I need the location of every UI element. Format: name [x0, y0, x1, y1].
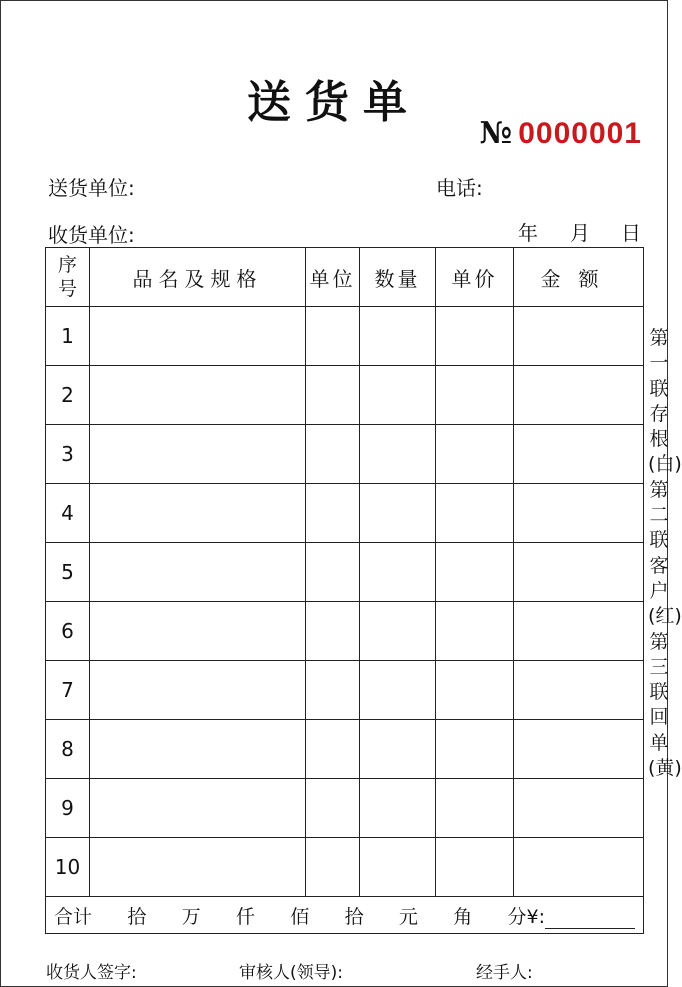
phone-label: 电话:	[436, 176, 483, 200]
total-amount-line[interactable]	[545, 908, 635, 929]
cell-unit[interactable]	[306, 779, 360, 838]
cell-qty[interactable]	[360, 425, 436, 484]
total-bai: 佰	[290, 905, 310, 928]
cell-price[interactable]	[436, 779, 514, 838]
table-row	[46, 366, 644, 425]
cell-unit[interactable]	[306, 602, 360, 661]
serial-prefix: №	[479, 116, 513, 151]
cell-name[interactable]	[90, 838, 306, 897]
cell-qty[interactable]	[360, 543, 436, 602]
cell-unit[interactable]	[306, 720, 360, 779]
row-number: 6	[46, 602, 90, 661]
total-wan: 万	[181, 905, 201, 928]
serial-number	[480, 116, 642, 151]
cell-amount[interactable]	[514, 425, 644, 484]
delivery-table	[45, 247, 644, 934]
cell-name[interactable]	[90, 661, 306, 720]
cell-amount[interactable]	[514, 838, 644, 897]
total-qian: 仟	[235, 905, 255, 928]
sender-label: 送货单位:	[48, 176, 135, 200]
table-row	[46, 602, 644, 661]
table-row	[46, 661, 644, 720]
cell-unit[interactable]	[306, 838, 360, 897]
row-number: 4	[46, 484, 90, 543]
cell-amount[interactable]	[514, 779, 644, 838]
row-number: 1	[46, 307, 90, 366]
cell-name[interactable]	[90, 307, 306, 366]
header-price: 单价	[436, 248, 514, 307]
header-unit: 单位	[306, 248, 360, 307]
row-number: 5	[46, 543, 90, 602]
cell-unit[interactable]	[306, 425, 360, 484]
cell-price[interactable]	[436, 425, 514, 484]
total-yuan: 元	[398, 905, 418, 928]
cell-unit[interactable]	[306, 543, 360, 602]
cell-price[interactable]	[436, 366, 514, 425]
serial-value: 0000001	[518, 117, 642, 150]
cell-amount[interactable]	[514, 602, 644, 661]
cell-unit[interactable]	[306, 661, 360, 720]
cell-qty[interactable]	[360, 661, 436, 720]
table-row	[46, 838, 644, 897]
cell-name[interactable]	[90, 425, 306, 484]
total-label: 合计	[54, 905, 93, 928]
table-header-row	[46, 248, 644, 307]
cell-name[interactable]	[90, 484, 306, 543]
cell-unit[interactable]	[306, 366, 360, 425]
total-shi: 拾	[344, 905, 364, 928]
row-number: 7	[46, 661, 90, 720]
cell-unit[interactable]	[306, 307, 360, 366]
cell-price[interactable]	[436, 838, 514, 897]
table-row	[46, 543, 644, 602]
cell-qty[interactable]	[360, 484, 436, 543]
cell-qty[interactable]	[360, 720, 436, 779]
receiver-label: 收货单位:	[48, 223, 135, 247]
table-row	[46, 720, 644, 779]
date-month-label: 月	[570, 221, 590, 245]
row-number: 10	[46, 838, 90, 897]
header-seq: 序 号	[46, 248, 90, 307]
total-fen-yen: 分¥:	[508, 902, 636, 929]
cell-qty[interactable]	[360, 602, 436, 661]
cell-amount[interactable]	[514, 661, 644, 720]
table-row	[46, 307, 644, 366]
form-title: 送货单	[247, 77, 421, 128]
cell-amount[interactable]	[514, 543, 644, 602]
date-day-label: 日	[621, 221, 641, 245]
total-row	[46, 897, 644, 934]
table-row	[46, 425, 644, 484]
date-year-label: 年	[518, 221, 538, 245]
auditor-signature-label: 审核人(领导):	[239, 963, 343, 983]
table-row	[46, 779, 644, 838]
table-row	[46, 484, 644, 543]
header-qty: 数量	[360, 248, 436, 307]
cell-price[interactable]	[436, 484, 514, 543]
cell-price[interactable]	[436, 661, 514, 720]
cell-price[interactable]	[436, 720, 514, 779]
copy-distribution-note: 第一联存根(白)第二联客户(红)第三联回单(黄)	[648, 327, 682, 780]
total-jiao: 角	[453, 905, 473, 928]
cell-name[interactable]	[90, 602, 306, 661]
cell-amount[interactable]	[514, 720, 644, 779]
row-number: 8	[46, 720, 90, 779]
cell-unit[interactable]	[306, 484, 360, 543]
cell-qty[interactable]	[360, 779, 436, 838]
cell-name[interactable]	[90, 543, 306, 602]
header-amount: 金额	[514, 248, 644, 307]
handler-signature-label: 经手人:	[476, 963, 533, 983]
row-number: 3	[46, 425, 90, 484]
cell-amount[interactable]	[514, 366, 644, 425]
cell-price[interactable]	[436, 307, 514, 366]
cell-price[interactable]	[436, 543, 514, 602]
cell-amount[interactable]	[514, 484, 644, 543]
cell-name[interactable]	[90, 366, 306, 425]
cell-amount[interactable]	[514, 307, 644, 366]
cell-price[interactable]	[436, 602, 514, 661]
cell-name[interactable]	[90, 779, 306, 838]
receiver-signature-label: 收货人签字:	[46, 963, 137, 983]
row-number: 9	[46, 779, 90, 838]
row-number: 2	[46, 366, 90, 425]
cell-name[interactable]	[90, 720, 306, 779]
cell-qty[interactable]	[360, 366, 436, 425]
cell-qty[interactable]	[360, 838, 436, 897]
header-name: 品名及规格	[90, 248, 306, 307]
cell-qty[interactable]	[360, 307, 436, 366]
total-shi-wan: 拾	[127, 905, 147, 928]
